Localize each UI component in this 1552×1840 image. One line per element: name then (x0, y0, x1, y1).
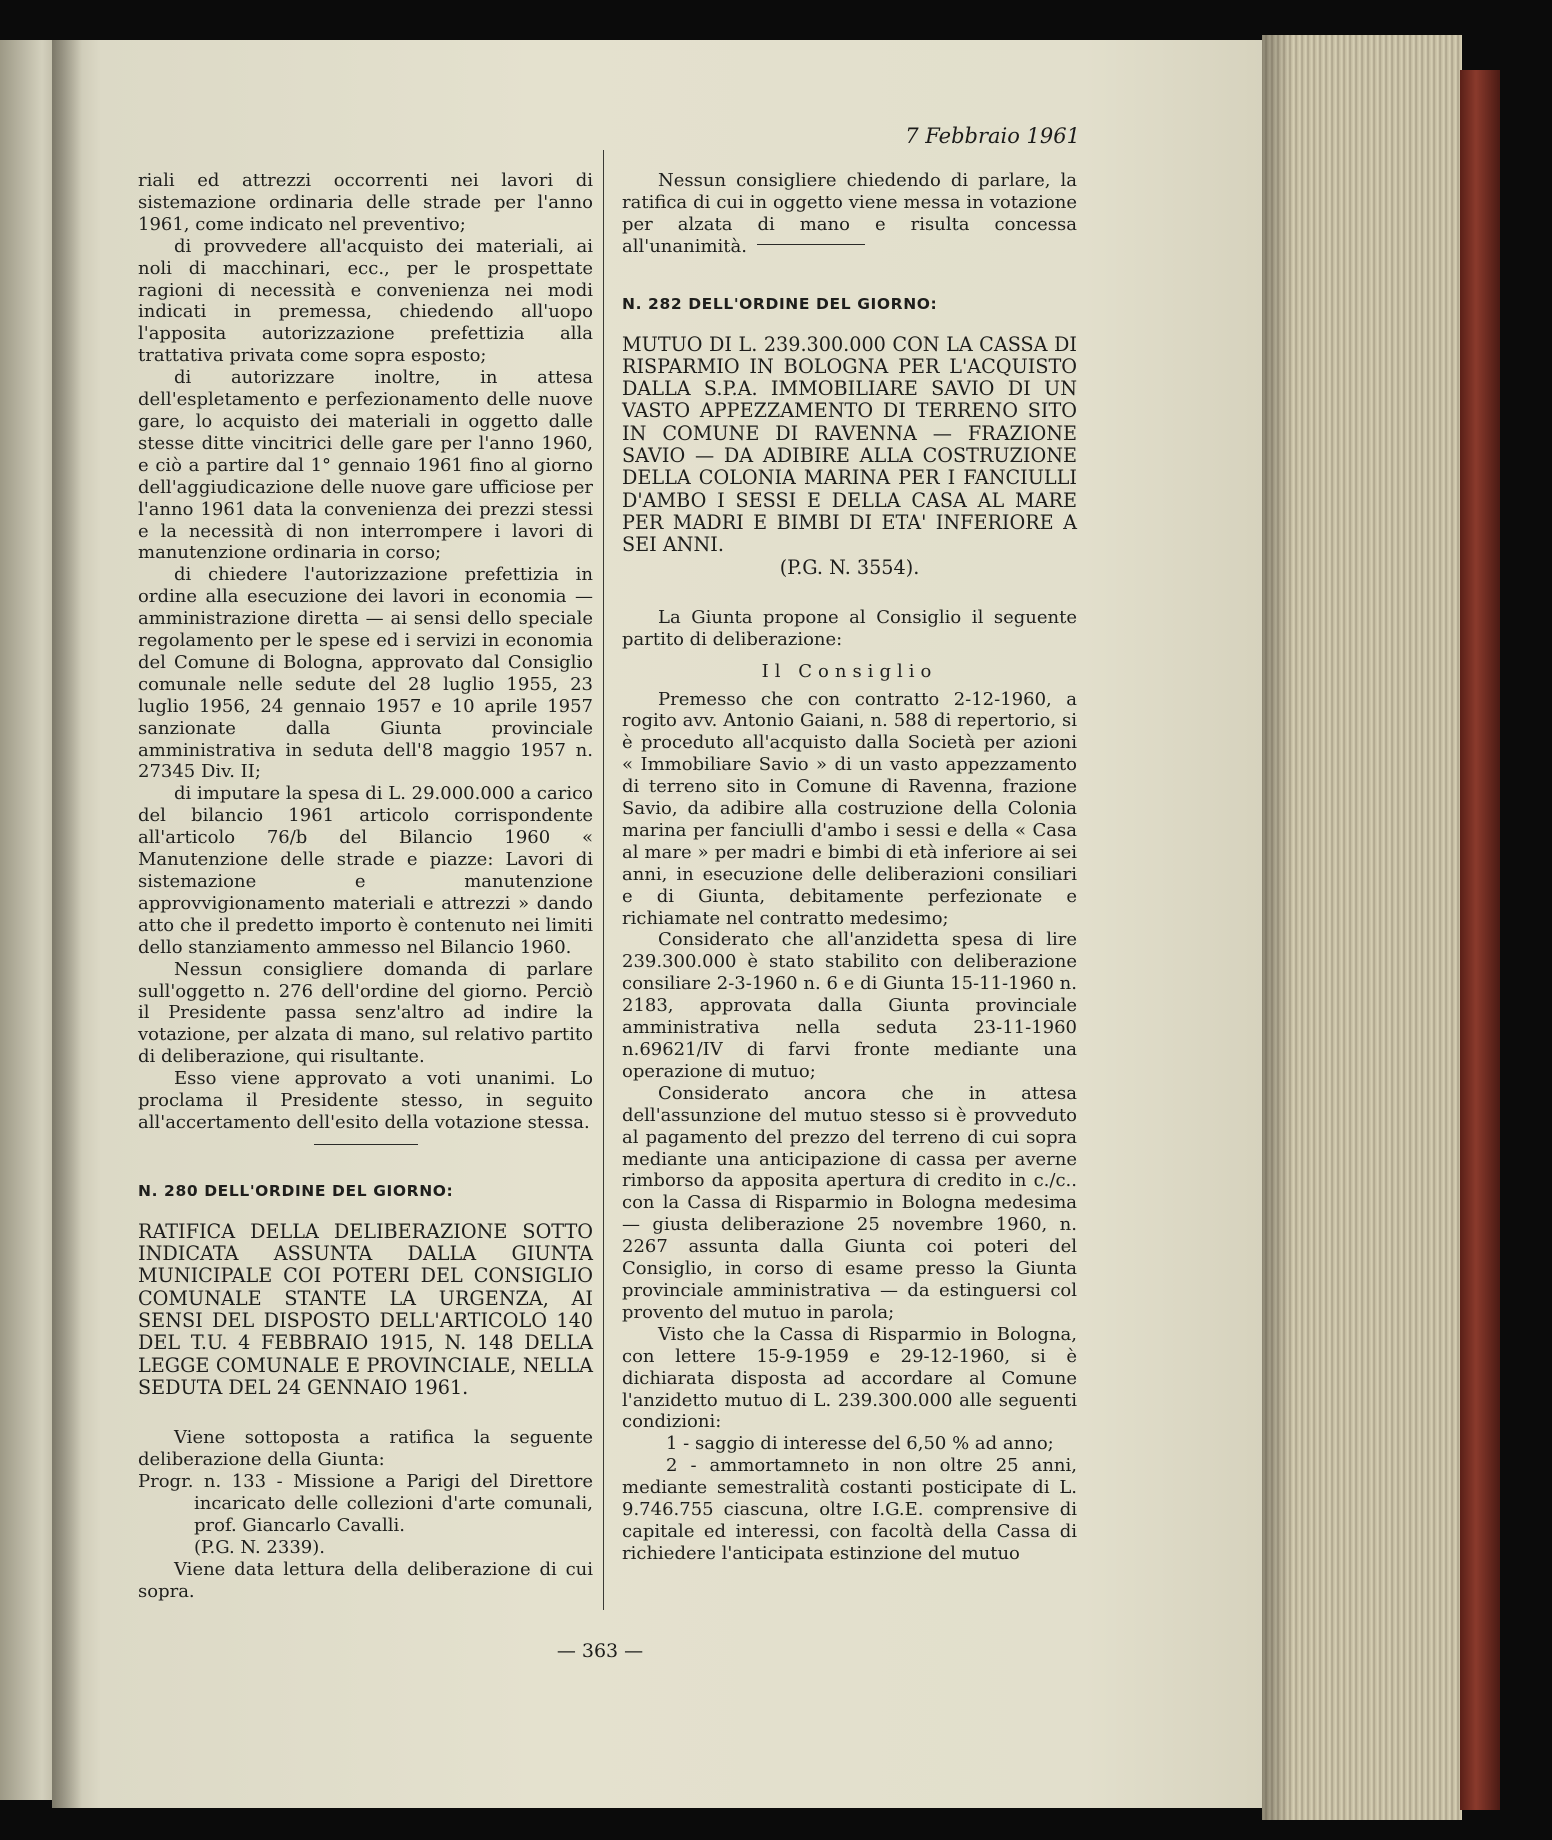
left-paragraph-2: di provvedere all'acquisto dei materiali, ai noli di macchinari, ecc., per le prospettate ragioni di necessità e convenienza nei modi indicati in premessa, chiedendo all'uopo l'apposita autorizzazione prefettizia alla trattativa privata come sopra esposto; (138, 235, 593, 367)
section-divider (314, 1144, 418, 1145)
previous-page-edge (0, 40, 60, 1800)
right-paragraph-3: Considerato ancora che in attesa dell'assunzione del mutuo stesso si è provveduto al pagamento del prezzo del terreno di cui sopra mediante una anticipazione di cassa per averne rimborso da apposita apertura di credito in c./c.. con la Cassa di Risparmio in Bologna medesima — giusta deliberazione 25 novembre 1960, n. 2267 assunta dalla Giunta coi poteri del Consiglio, in corso di esame presso la Giunta provinciale amministrativa — da estinguersi col provento del mutuo in parola; (622, 1082, 1077, 1323)
page-block-edge (1262, 35, 1462, 1820)
consiglio-heading: Il Consiglio (761, 660, 938, 682)
right-paragraph-2: Considerato che all'anzidetta spesa di lire 239.300.000 è stato stabilito con deliberazione consiliare 2-3-1960 n. 6 e di Giunta 15-11-1960 n. 2183, approvata dalla Giunta provinciale amministrativa nella seduta 23-11-1960 n.69621/IV di farvi fronte mediante una operazione di mutuo; (622, 929, 1077, 1082)
left-paragraph-4: di chiedere l'autorizzazione prefettizia in ordine alla esecuzione dei lavori in economia — amministrazione diretta — ai sensi dello speciale regolamento per le spese ed i servizi in economia del Comune di Bologna, approvato dal Consiglio comunale nelle sedute del 28 luglio 1955, 23 luglio 1956, 24 gennaio 1957 e 10 aprile 1957 sanzionate dalla Giunta provinciale amministrativa in seduta dell'8 maggio 1957 n. 27345 Div. II; (138, 564, 593, 783)
left-paragraph-3: di autorizzare inoltre, in attesa dell'espletamento e perfezionamento delle nuove gare, lo acquisto dei materiali in oggetto dalle stesse ditte vincitrici delle gare per l'anno 1960, e ciò a partire dal 1° gennaio 1961 fino al giorno dell'aggiudicazione delle nuove gare ufficiose per l'anno 1961 data la convenienza dei prezzi stessi e la necessità di non interrompere i lavori di manutenzione ordinaria in corso; (138, 367, 593, 564)
inline-divider (757, 244, 865, 245)
header-date: 7 Febbraio 1961 (905, 124, 1080, 148)
left-column (138, 170, 593, 1602)
page-edge-shadow (1262, 35, 1292, 1820)
page-number: — 363 — (556, 1640, 644, 1662)
proposal-text: La Giunta propone al Consiglio il seguente partito di deliberazione: (622, 606, 1077, 650)
section-title-282: MUTUO DI L. 239.300.000 CON LA CASSA DI RISPARMIO IN BOLOGNA PER L'ACQUISTO DALLA S.P.A. IMMOBILIARE SAVIO DI UN VASTO APPEZZAMENTO DI TERRENO SITO IN COMUNE DI RAVENNA — FRAZIONE SAVIO — DA ADIBIRE ALLA COSTRUZIONE DELLA COLONIA MARINA PER I FANCIULLI D'AMBO I SESSI E DELLA CASA AL MARE PER MADRI E BIMBI DI ETA' INFERIORE A SEI ANNI. (622, 332, 1077, 557)
column-divider (603, 150, 604, 1610)
left-paragraph-7: Esso viene approvato a voti unanimi. Lo proclama il Presidente stesso, in seguito all'accertamento dell'esito della votazione stessa. (138, 1068, 593, 1133)
book-cover (1460, 70, 1500, 1810)
section-ref-282: (P.G. N. 3554). (779, 555, 920, 579)
left-paragraph-5: di imputare la spesa di L. 29.000.000 a carico del bilancio 1961 articolo corrispondente all'articolo 76/b del Bilancio 1960 « Manutenzione delle strade e piazze: Lavori di sistemazione e manutenzione approvvigionamento materiali e attrezzi » dando atto che il predetto importo è contenuto nei limiti dello stanziamento ammesso nel Bilancio 1960. (138, 783, 593, 958)
condition-2: 2 - ammortamneto in non oltre 25 anni, mediante semestralità costanti posticipate di L. 9.746.755 ciascuna, oltre I.G.E. comprensive di capitale ed interessi, con facoltà della Cassa di richiedere l'anticipata estinzione del mutuo (622, 1455, 1077, 1564)
left-paragraph-6: Nessun consigliere domanda di parlare sull'oggetto n. 276 dell'ordine del giorno. Perciò il Presidente passa senz'altro ad indire la votazione, per alzata di mano, sul relativo partito di deliberazione, qui risultante. (138, 958, 593, 1068)
right-intro: Nessun consigliere chiedendo di parlare, la ratifica di cui in oggetto viene messa in votazione per alzata di mano e risulta concessa all'unanimità. (622, 170, 1077, 257)
section-heading-280: N. 280 DELL'ORDINE DEL GIORNO: (138, 1181, 454, 1200)
right-paragraph-1: Premesso che con contratto 2-12-1960, a rogito avv. Antonio Gaiani, n. 588 di repertorio, si è proceduto all'acquisto dalla Società per azioni « Immobiliare Savio » di un vasto appezzamento di terreno sito in Comune di Ravenna, frazione Savio, da adibire alla costruzione della Colonia marina per fanciulli d'ambo i sessi e della « Casa al mare » per madri e bimbi di età inferiore ai sei anni, in esecuzione delle deliberazioni consiliari e di Giunta, debitamente perfezionate e richiamate nel contratto medesimo; (622, 688, 1077, 929)
right-column (622, 170, 1077, 1565)
condition-1: 1 - saggio di interesse del 6,50 % ad anno; (666, 1433, 1054, 1455)
left-pg-ref: (P.G. N. 2339). (194, 1536, 325, 1558)
section-heading-282: N. 282 DELL'ORDINE DEL GIORNO: (622, 294, 938, 313)
left-after-1: Viene sottoposta a ratifica la seguente deliberazione della Giunta: (138, 1427, 593, 1471)
left-after-4: Viene data lettura della deliberazione di cui sopra. (138, 1558, 593, 1602)
page-gutter-shadow (52, 40, 82, 1808)
left-paragraph-1: riali ed attrezzi occorrenti nei lavori di sistemazione ordinaria delle strade per l'anno 1961, come indicato nel preventivo; (138, 170, 593, 235)
left-progr-item: Progr. n. 133 - Missione a Parigi del Direttore incaricato delle collezioni d'arte comunali, prof. Giancarlo Cavalli. (138, 1470, 593, 1536)
section-title-280: RATIFICA DELLA DELIBERAZIONE SOTTO INDICATA ASSUNTA DALLA GIUNTA MUNICIPALE COI POTERI DEL CONSIGLIO COMUNALE STANTE LA URGENZA, AI SENSI DEL DISPOSTO DELL'ARTICOLO 140 DEL T.U. 4 FEBBRAIO 1915, N. 148 DELLA LEGGE COMUNALE E PROVINCIALE, NELLA SEDUTA DEL 24 GENNAIO 1961. (138, 1219, 593, 1399)
right-paragraph-4: Visto che la Cassa di Risparmio in Bologna, con lettere 15-9-1959 e 29-12-1960, si è dichiarata disposta ad accordare al Comune l'anzidetto mutuo di L. 239.300.000 alle seguenti condizioni: (622, 1323, 1077, 1433)
